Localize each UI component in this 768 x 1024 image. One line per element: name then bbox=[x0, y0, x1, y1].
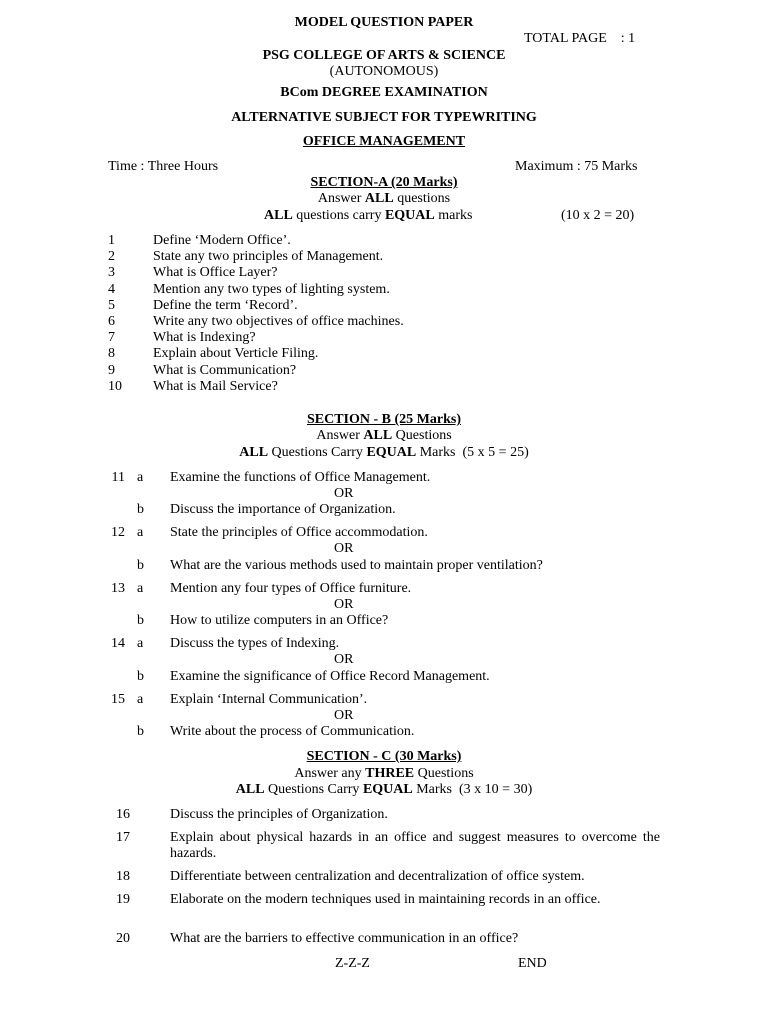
option-b-text: Examine the significance of Office Record Management. bbox=[170, 669, 490, 684]
section-c-instruction-2: ALL Questions Carry EQUAL Marks (3 x 10 = 30) bbox=[235, 782, 533, 797]
option-b-label: b bbox=[137, 502, 144, 517]
total-page: TOTAL PAGE : 1 bbox=[524, 31, 636, 46]
question-text: Mention any two types of lighting system. bbox=[153, 282, 390, 297]
question-number: 14 bbox=[111, 636, 125, 651]
option-a-label: a bbox=[137, 470, 144, 485]
option-a-text: Explain ‘Internal Communication’. bbox=[170, 692, 368, 707]
or-label: OR bbox=[334, 652, 354, 667]
question-number: 10 bbox=[108, 379, 122, 394]
college-name: PSG COLLEGE OF ARTS & SCIENCE bbox=[262, 48, 506, 63]
question-number: 12 bbox=[111, 525, 125, 540]
question-text: Define ‘Modern Office’. bbox=[153, 233, 291, 248]
option-b-label: b bbox=[137, 669, 144, 684]
question-text: State any two principles of Management. bbox=[153, 249, 384, 264]
question-text: Discuss the principles of Organization. bbox=[170, 807, 388, 822]
question-number: 2 bbox=[108, 249, 115, 264]
question-number: 4 bbox=[108, 282, 115, 297]
question-number: 3 bbox=[108, 265, 115, 280]
option-b-text: Discuss the importance of Organization. bbox=[170, 502, 396, 517]
time-label: Time : Three Hours bbox=[108, 159, 219, 174]
question-number: 5 bbox=[108, 298, 115, 313]
or-label: OR bbox=[334, 597, 354, 612]
autonomous-label: (AUTONOMOUS) bbox=[329, 64, 439, 79]
question-number: 19 bbox=[116, 892, 130, 907]
or-label: OR bbox=[334, 486, 354, 501]
question-text: Differentiate between centralization and decentralization of office system. bbox=[170, 869, 585, 884]
max-marks-label: Maximum : 75 Marks bbox=[515, 159, 638, 174]
option-a-label: a bbox=[137, 636, 144, 651]
question-text: Write any two objectives of office machines. bbox=[153, 314, 404, 329]
subject-group: ALTERNATIVE SUBJECT FOR TYPEWRITING bbox=[231, 110, 537, 125]
option-a-text: Discuss the types of Indexing. bbox=[170, 636, 340, 651]
option-b-text: How to utilize computers in an Office? bbox=[170, 613, 389, 628]
question-text: Explain about physical hazards in an office and suggest measures to overcome the hazards. bbox=[170, 830, 660, 861]
option-a-label: a bbox=[137, 525, 144, 540]
question-number: 6 bbox=[108, 314, 115, 329]
option-b-label: b bbox=[137, 724, 144, 739]
option-a-text: State the principles of Office accommodation. bbox=[170, 525, 428, 540]
question-number: 20 bbox=[116, 931, 130, 946]
section-a-instruction-1: Answer ALL questions bbox=[317, 191, 451, 206]
question-number: 9 bbox=[108, 363, 115, 378]
section-a-instruction-2: ALL questions carry EQUAL marks bbox=[264, 208, 473, 223]
course-title: OFFICE MANAGEMENT bbox=[302, 134, 466, 149]
option-a-label: a bbox=[137, 692, 144, 707]
question-text: What is Communication? bbox=[153, 363, 297, 378]
question-number: 1 bbox=[108, 233, 115, 248]
question-text: What is Indexing? bbox=[153, 330, 256, 345]
or-label: OR bbox=[334, 708, 354, 723]
end-marker-zzz: Z-Z-Z bbox=[335, 956, 370, 971]
question-number: 8 bbox=[108, 346, 115, 361]
or-label: OR bbox=[334, 541, 354, 556]
section-b-instruction-1: Answer ALL Questions bbox=[316, 428, 452, 443]
question-number: 13 bbox=[111, 581, 125, 596]
question-number: 15 bbox=[111, 692, 125, 707]
option-a-text: Mention any four types of Office furniture. bbox=[170, 581, 412, 596]
option-a-text: Examine the functions of Office Management. bbox=[170, 470, 431, 485]
section-b-instruction-2: ALL Questions Carry EQUAL Marks (5 x 5 = 25) bbox=[239, 445, 529, 460]
end-label: END bbox=[518, 956, 547, 971]
question-text: What is Mail Service? bbox=[153, 379, 278, 394]
option-b-label: b bbox=[137, 558, 144, 573]
question-number: 16 bbox=[116, 807, 130, 822]
section-b-title: SECTION - B (25 Marks) bbox=[306, 412, 461, 427]
question-text: What are the barriers to effective communication in an office? bbox=[170, 931, 519, 946]
option-b-text: Write about the process of Communication. bbox=[170, 724, 415, 739]
question-number: 17 bbox=[116, 830, 130, 845]
exam-title: BCom DEGREE EXAMINATION bbox=[280, 85, 488, 100]
option-b-label: b bbox=[137, 613, 144, 628]
question-number: 18 bbox=[116, 869, 130, 884]
section-a-title: SECTION-A (20 Marks) bbox=[310, 175, 458, 190]
paper-title: MODEL QUESTION PAPER bbox=[294, 15, 474, 30]
question-number: 7 bbox=[108, 330, 115, 345]
section-a-marks: (10 x 2 = 20) bbox=[561, 208, 635, 223]
question-text: Elaborate on the modern techniques used in maintaining records in an office. bbox=[170, 892, 601, 907]
section-c-title: SECTION - C (30 Marks) bbox=[306, 749, 462, 764]
question-text: Explain about Verticle Filing. bbox=[153, 346, 319, 361]
option-b-text: What are the various methods used to maintain proper ventilation? bbox=[170, 558, 543, 573]
question-text: What is Office Layer? bbox=[153, 265, 278, 280]
question-number: 11 bbox=[111, 470, 125, 485]
section-c-instruction-1: Answer any THREE Questions bbox=[294, 766, 474, 781]
question-text: Define the term ‘Record’. bbox=[153, 298, 298, 313]
option-a-label: a bbox=[137, 581, 144, 596]
